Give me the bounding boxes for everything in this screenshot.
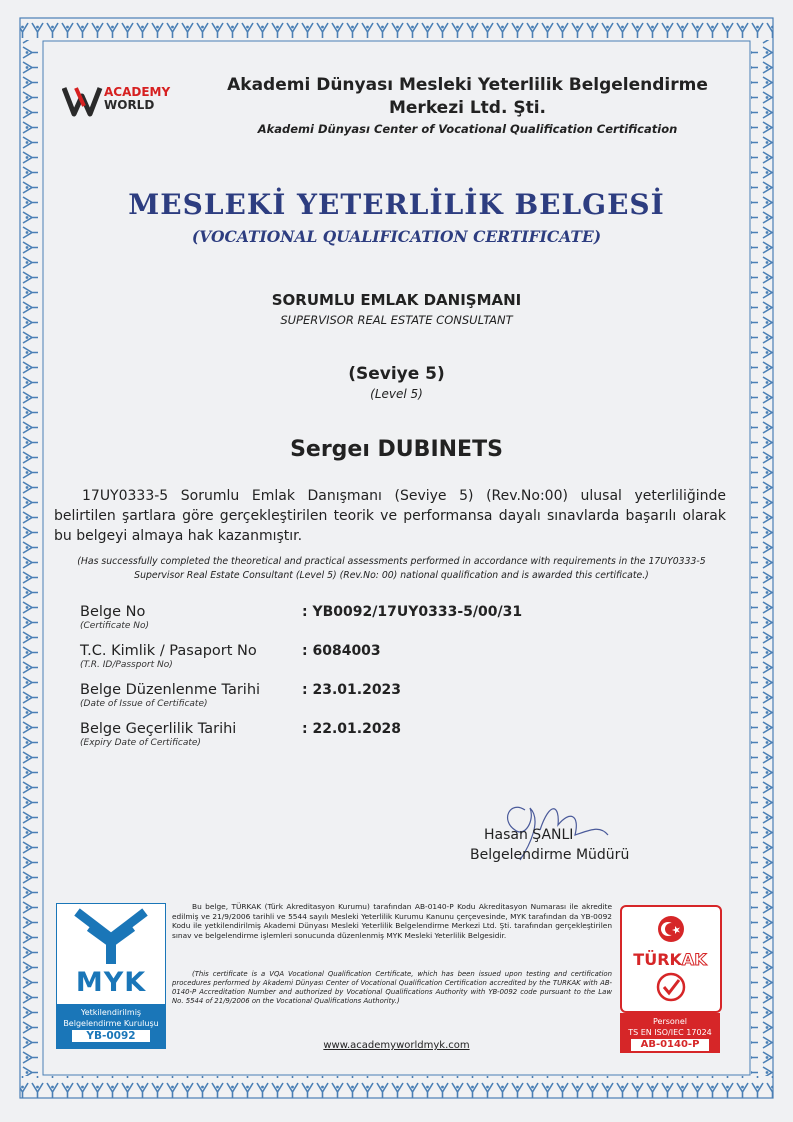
field-label: T.C. Kimlik / Pasaport No <box>80 643 257 659</box>
turkak-name-part1: TÜRK <box>633 950 682 969</box>
turkak-name-part2: AK <box>681 950 707 969</box>
turkak-badge <box>620 905 720 1053</box>
signatory-title: Belgelendirme Müdürü <box>470 847 630 863</box>
certificate-title: MESLEKİ YETERLİLİK BELGESİ <box>128 188 665 221</box>
field-value: : 22.01.2028 <box>302 721 402 737</box>
footer-legal-text: Bu belge, TÜRKAK (Türk Akreditasyon Kurumu) tarafından AB-0140-P Kodu Akreditasyon Numarası ile akredite edilmiş ve 21/9/2006 tarihli ve 5544 sayılı Mesleki Yeterlilik Kurumu Kanunu çerçevesinde, MYK tarafından da YB-0092 Kodu ile yetkilendirilmiş Akademi Dünyası Mesleki Yeterlilik Belgelendirme Merkezi Ltd. Şti. tarafından gerçekleştirilen sınav ve belgelendirme işlemleri sonucunda düzenlenmiş MYK Mesleki Yeterlilik Belgesidir. <box>172 902 612 940</box>
field-expiry-date <box>80 721 720 760</box>
field-label-en: (Certificate No) <box>80 621 150 631</box>
holder-name: Sergeı DUBINETS <box>290 437 503 462</box>
statement-text: 17UY0333-5 Sorumlu Emlak Danışmanı (Seviye 5) (Rev.No:00) ulusal yeterliliğinde belirtilen şartlara göre gerçekleştirilen teorik ve performansa dayalı sınavlarda başarılı olarak bu belgeyi almaya hak kazanmıştır. <box>54 488 726 544</box>
field-label-en: (T.R. ID/Passport No) <box>80 660 173 670</box>
qualification-level: (Seviye 5) <box>348 364 445 384</box>
statement-text-en: (Has successfully completed the theoretical and practical assessments performed in accordance with requirements in the 17UY0333-5 Supervisor Real Estate Consultant (Level 5) (Rev.No: 00) national qualification and is awarded this certificate.) <box>77 556 706 581</box>
myk-line1: Yetkilendirilmiş <box>80 1008 142 1017</box>
turkak-band <box>620 1013 720 1053</box>
organization-name-line1: Akademi Dünyası Mesleki Yeterlilik Belgelendirme <box>227 75 708 95</box>
organization-name-line2: Merkezi Ltd. Şti. <box>388 98 546 118</box>
field-value: : YB0092/17UY0333-5/00/31 <box>302 604 523 620</box>
certificate-subtitle: (VOCATIONAL QUALIFICATION CERTIFICATE) <box>191 227 602 246</box>
field-value: : 23.01.2023 <box>302 682 402 698</box>
certificate-fields <box>80 604 720 760</box>
website-link[interactable]: www.academyworldmyk.com <box>323 1040 470 1051</box>
footer-legal-text-en: (This certificate is a VQA Vocational Qualification Certificate, which has been issued upon testing and certification procedures performed by Akademi Dünyası Center of Vocational Qualification Certification accredited by the TURKAK with AB-0140-P Accreditation Number and authorized by Vocational Qualifications Authority with YB-0092 code pursuant to the Law No. 5544 of 21/9/2006 on the Vocational Qualifications Authority.) <box>172 970 612 1005</box>
field-label-en: (Date of Issue of Certificate) <box>80 699 208 709</box>
turkak-code: AB-0140-P <box>631 1039 710 1051</box>
myk-abbr: MYK <box>75 967 147 998</box>
logo-line1: ACADEMY <box>104 85 171 99</box>
qualification-level-en: (Level 5) <box>370 387 423 401</box>
myk-badge <box>56 903 166 1049</box>
organization-header <box>215 74 720 136</box>
field-issue-date <box>80 682 720 721</box>
turkak-line1: Personel <box>652 1017 688 1026</box>
organization-name-en: Akademi Dünyası Center of Vocational Qualification Certification <box>257 122 678 136</box>
myk-emblem-icon <box>57 904 165 966</box>
field-value: : 6084003 <box>302 643 381 659</box>
field-label: Belge No <box>80 604 146 620</box>
myk-line2: Belgelendirme Kuruluşu <box>63 1019 159 1028</box>
field-label: Belge Düzenlenme Tarihi <box>80 682 261 698</box>
field-certificate-no <box>80 604 720 643</box>
myk-code: YB-0092 <box>72 1030 149 1042</box>
field-id-passport-no <box>80 643 720 682</box>
field-label: Belge Geçerlilik Tarihi <box>80 721 237 737</box>
logo-line2: WORLD <box>104 98 155 112</box>
qualification-title: SORUMLU EMLAK DANIŞMANI <box>271 291 522 309</box>
signatory-name: Hasan ŞANLI <box>484 827 574 843</box>
turkak-name <box>620 950 720 969</box>
logo-text <box>104 86 170 112</box>
field-label-en: (Expiry Date of Certificate) <box>80 738 201 748</box>
qualification-title-en: SUPERVISOR REAL ESTATE CONSULTANT <box>280 313 513 327</box>
turkak-line2: TS EN ISO/IEC 17024 <box>628 1028 712 1037</box>
